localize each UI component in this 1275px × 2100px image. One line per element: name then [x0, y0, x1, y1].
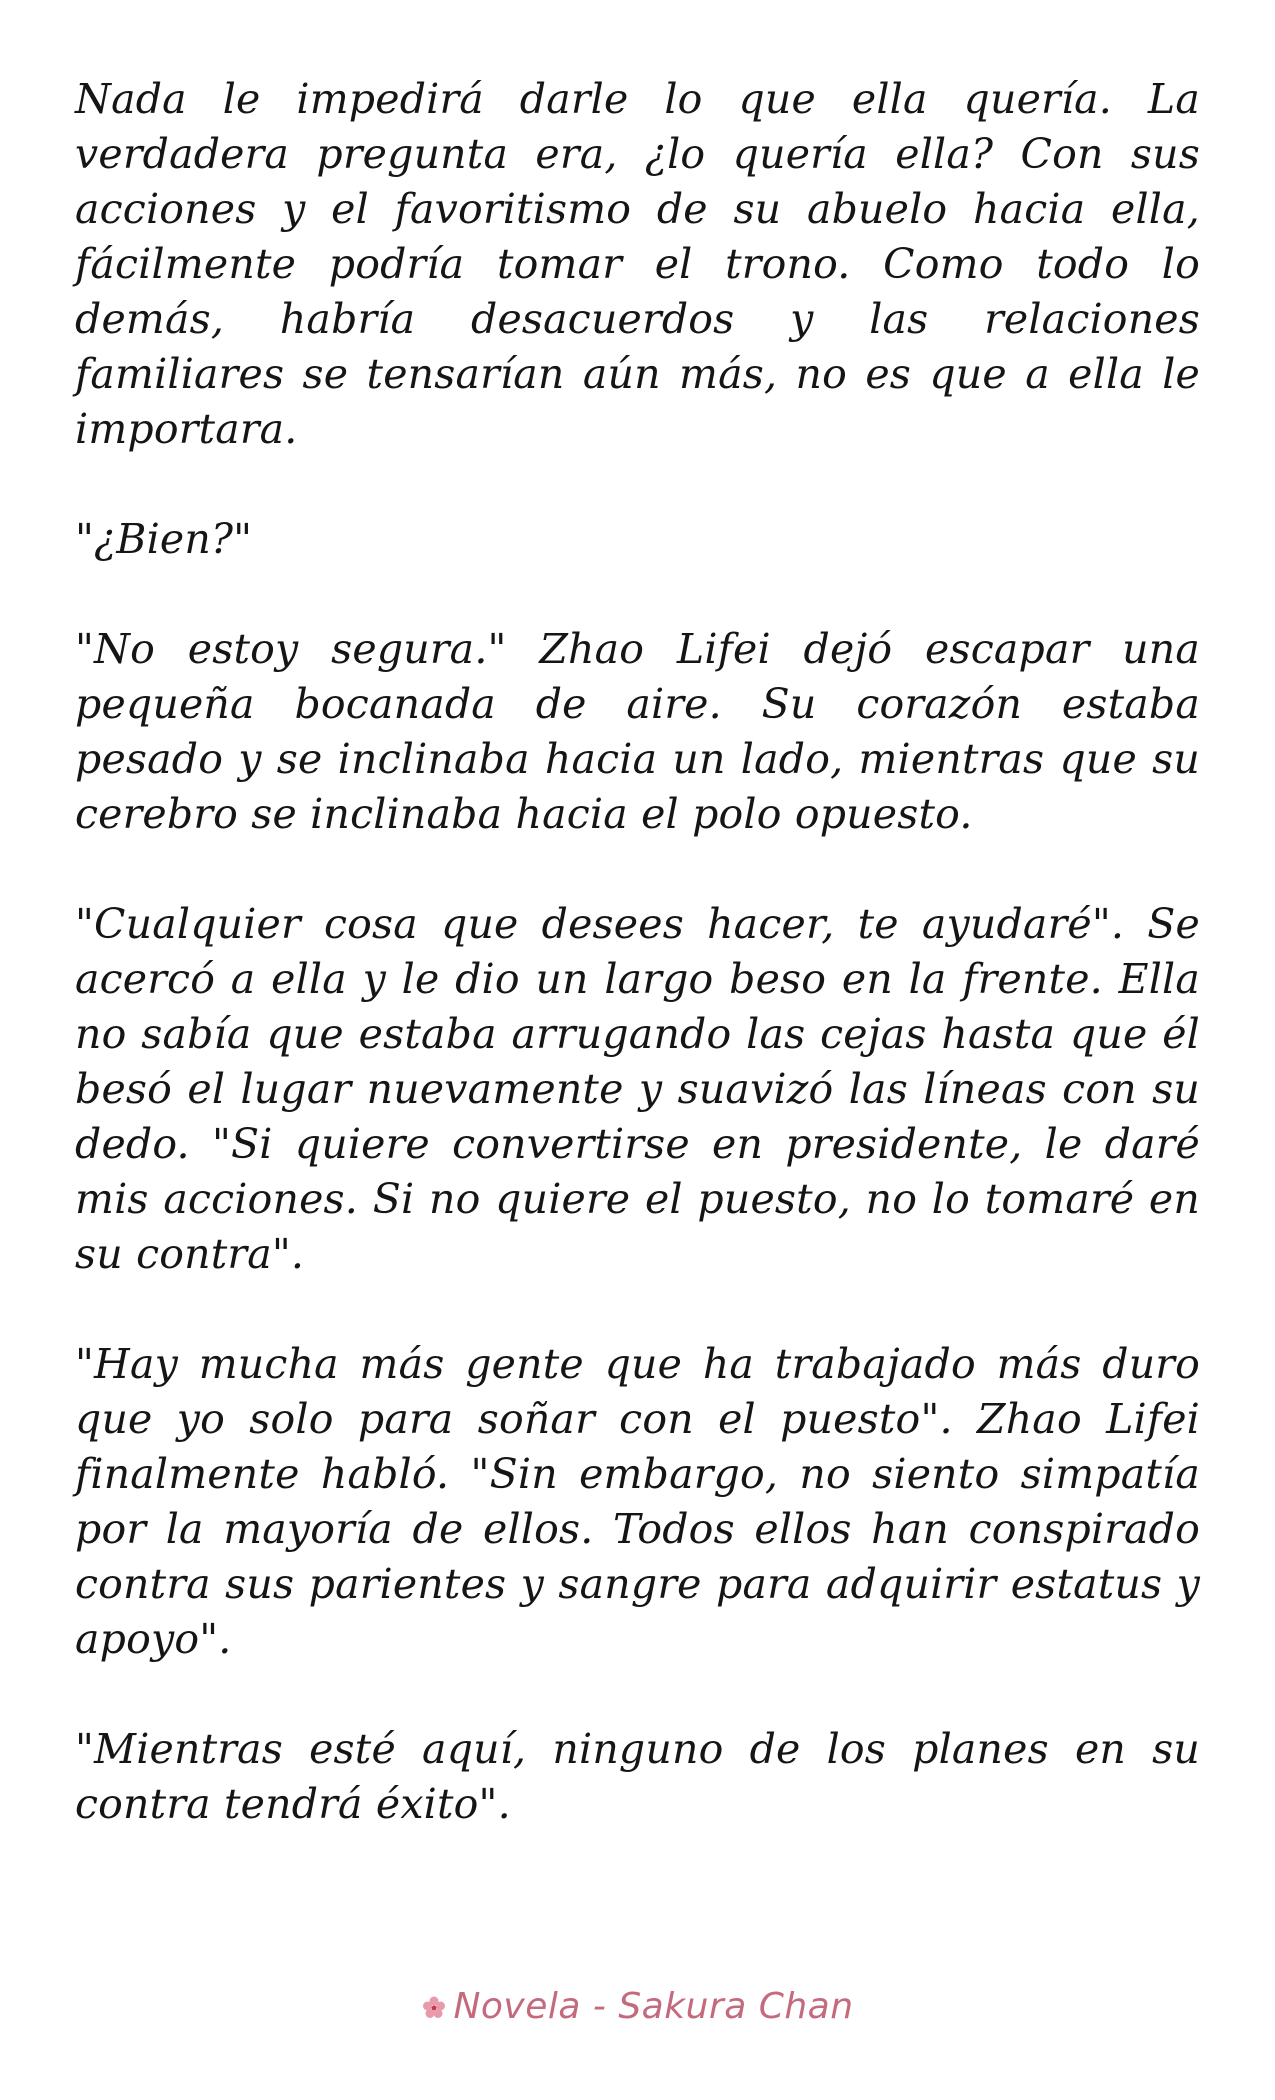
sakura-blossom-icon [421, 1995, 447, 2021]
paragraph-2: "¿Bien?" [75, 515, 253, 563]
watermark-text: Novela - Sakura Chan [453, 1986, 854, 2027]
paragraph-3: "No estoy segura." Zhao Lifei dejó escapar una pequeña bocanada de aire. Su corazón estaba pesado y se inclinaba hacia un lado, mientras que su cerebro se inclinaba hacia el polo opuesto. [75, 625, 1200, 838]
paragraph-5: "Hay mucha más gente que ha trabajado más duro que yo solo para soñar con el puesto". Zhao Lifei finalmente habló. "Sin embargo, no siento simpatía por la mayoría de ellos. Todos ellos han conspirado contra sus parientes y sangre para adquirir estatus y apoyo". [75, 1340, 1200, 1663]
document-body [75, 72, 1200, 1887]
paragraph-4: "Cualquier cosa que desees hacer, te ayudaré". Se acercó a ella y le dio un largo beso en la frente. Ella no sabía que estaba arrugando las cejas hasta que él besó el lugar nuevamente y suavizó las líneas con su dedo. "Si quiere convertirse en presidente, le daré mis acciones. Si no quiere el puesto, no lo tomaré en su contra". [75, 900, 1200, 1278]
watermark [0, 1986, 1275, 2027]
paragraph-6: "Mientras esté aquí, ninguno de los planes en su contra tendrá éxito". [75, 1725, 1200, 1828]
paragraph-1: Nada le impedirá darle lo que ella quería. La verdadera pregunta era, ¿lo quería ella? Con sus acciones y el favoritismo de su abuelo hacia ella, fácilmente podría tomar el trono. Como todo lo demás, habría desacuerdos y las relaciones familiares se tensarían aún más, no es que a ella le importara. [75, 75, 1200, 453]
